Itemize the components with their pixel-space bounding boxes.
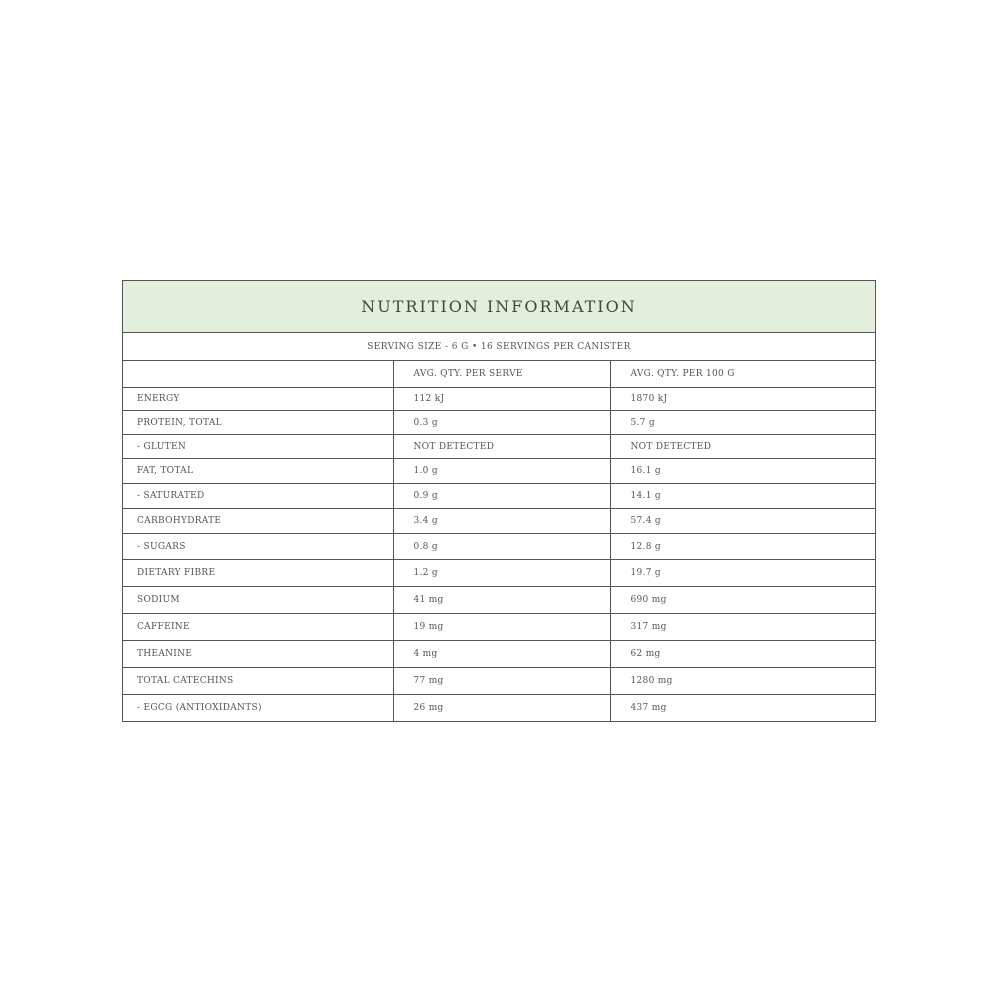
serving-size-line: SERVING SIZE - 6 G • 16 SERVINGS PER CANISTER <box>123 333 875 361</box>
nutrition-title: NUTRITION INFORMATION <box>123 281 875 333</box>
table-header-row <box>123 361 875 388</box>
nutrient-label: - SATURATED <box>123 484 393 509</box>
per-serve-value: 112 kJ <box>393 388 610 411</box>
table-row <box>123 587 875 614</box>
per-serve-value: NOT DETECTED <box>393 435 610 459</box>
nutrient-label: - SUGARS <box>123 534 393 560</box>
per-serve-value: 26 mg <box>393 695 610 722</box>
per-100g-value: 19.7 g <box>610 560 875 587</box>
per-serve-value: 0.3 g <box>393 411 610 435</box>
table-row <box>123 641 875 668</box>
table-row <box>123 388 875 411</box>
per-100g-value: 1280 mg <box>610 668 875 695</box>
per-100g-value: NOT DETECTED <box>610 435 875 459</box>
nutrient-label: FAT, TOTAL <box>123 459 393 484</box>
per-100g-value: 437 mg <box>610 695 875 722</box>
per-100g-value: 5.7 g <box>610 411 875 435</box>
per-100g-value: 62 mg <box>610 641 875 668</box>
nutrition-panel <box>122 280 876 722</box>
nutrient-label: ENERGY <box>123 388 393 411</box>
per-100g-value: 16.1 g <box>610 459 875 484</box>
per-100g-value: 12.8 g <box>610 534 875 560</box>
nutrient-label: - GLUTEN <box>123 435 393 459</box>
table-row <box>123 484 875 509</box>
per-100g-value: 57.4 g <box>610 509 875 534</box>
per-100g-value: 317 mg <box>610 614 875 641</box>
table-row <box>123 411 875 435</box>
table-row <box>123 435 875 459</box>
per-100g-value: 14.1 g <box>610 484 875 509</box>
per-serve-value: 41 mg <box>393 587 610 614</box>
per-serve-value: 19 mg <box>393 614 610 641</box>
nutrient-label: CAFFEINE <box>123 614 393 641</box>
per-serve-value: 4 mg <box>393 641 610 668</box>
per-serve-value: 0.9 g <box>393 484 610 509</box>
nutrient-label: - EGCG (ANTIOXIDANTS) <box>123 695 393 722</box>
nutrition-table <box>123 361 875 721</box>
per-serve-value: 3.4 g <box>393 509 610 534</box>
per-serve-value: 77 mg <box>393 668 610 695</box>
nutrient-label: PROTEIN, TOTAL <box>123 411 393 435</box>
table-row <box>123 459 875 484</box>
table-row <box>123 560 875 587</box>
nutrient-label: DIETARY FIBRE <box>123 560 393 587</box>
column-header-per-serve: AVG. QTY. PER SERVE <box>393 361 610 388</box>
nutrient-label: SODIUM <box>123 587 393 614</box>
column-header-per-100g: AVG. QTY. PER 100 G <box>610 361 875 388</box>
per-serve-value: 0.8 g <box>393 534 610 560</box>
table-row <box>123 614 875 641</box>
nutrient-label: THEANINE <box>123 641 393 668</box>
per-serve-value: 1.0 g <box>393 459 610 484</box>
nutrient-label: CARBOHYDRATE <box>123 509 393 534</box>
table-row <box>123 509 875 534</box>
per-100g-value: 1870 kJ <box>610 388 875 411</box>
table-row <box>123 668 875 695</box>
nutrient-label: TOTAL CATECHINS <box>123 668 393 695</box>
column-header-nutrient <box>123 361 393 388</box>
table-row <box>123 534 875 560</box>
per-100g-value: 690 mg <box>610 587 875 614</box>
per-serve-value: 1.2 g <box>393 560 610 587</box>
table-row <box>123 695 875 722</box>
